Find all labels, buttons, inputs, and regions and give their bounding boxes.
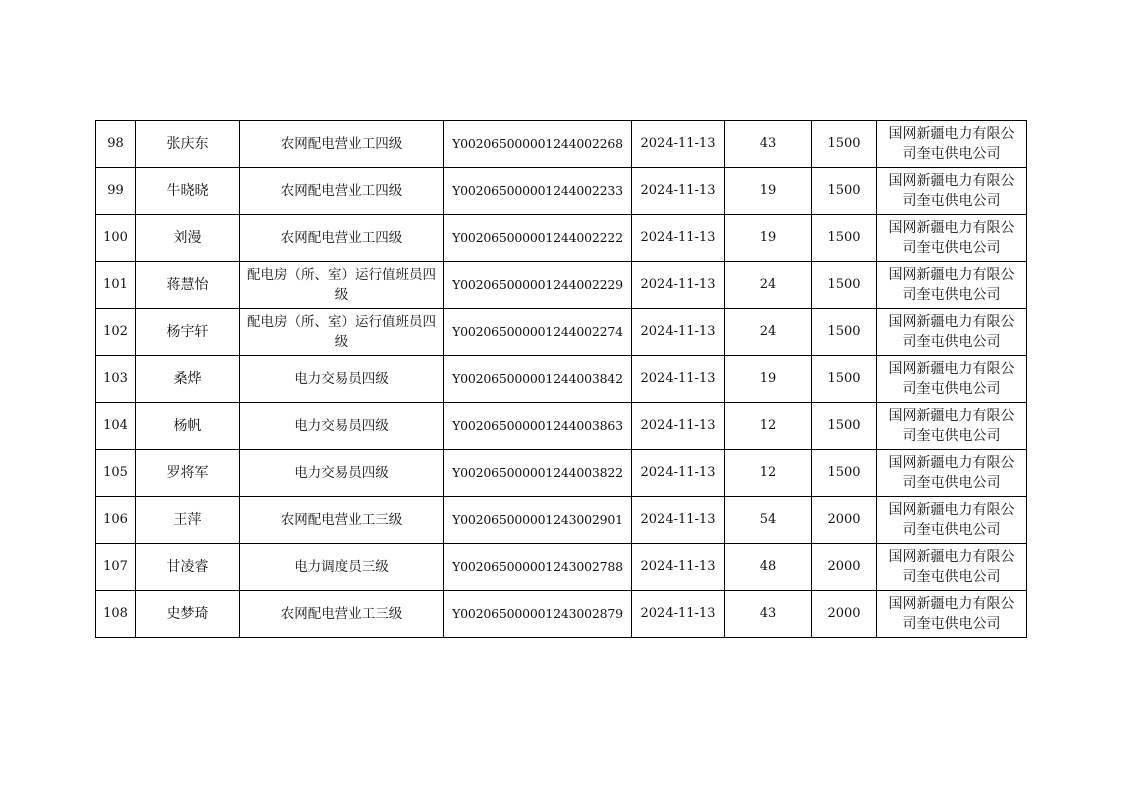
person-name-cell [136, 215, 240, 262]
employer-company-text: 国网新疆电力有限公司奎屯供电公司 [888, 173, 1015, 209]
occupation-text: 电力交易员四级 [294, 465, 389, 481]
person-name-cell [136, 309, 240, 356]
subsidy-amount-text: 1500 [827, 277, 861, 292]
age-text: 19 [759, 183, 777, 198]
issue-date-text: 2024-11-13 [640, 371, 716, 386]
row-number-cell [96, 591, 136, 638]
subsidy-amount-text: 2000 [827, 512, 861, 527]
row-number-text: 100 [103, 230, 128, 245]
row-number-text: 107 [103, 559, 128, 574]
person-name-cell [136, 497, 240, 544]
age-text: 43 [759, 136, 777, 151]
occupation-cell [240, 356, 444, 403]
age-cell [725, 309, 812, 356]
subsidy-amount-text: 1500 [827, 230, 861, 245]
occupation-cell [240, 262, 444, 309]
subsidy-amount-cell [812, 544, 877, 591]
row-number-cell [96, 497, 136, 544]
employer-company-text: 国网新疆电力有限公司奎屯供电公司 [888, 596, 1015, 632]
person-name-text: 罗将军 [166, 465, 209, 481]
age-cell [725, 591, 812, 638]
person-name-text: 杨宇轩 [166, 324, 209, 340]
person-name-text: 牛晓晓 [166, 183, 209, 199]
occupation-text: 农网配电营业工四级 [280, 183, 403, 199]
employer-company-text: 国网新疆电力有限公司奎屯供电公司 [888, 361, 1015, 397]
age-cell [725, 215, 812, 262]
row-number-text: 106 [103, 512, 128, 527]
subsidy-amount-text: 1500 [827, 418, 861, 433]
age-cell [725, 262, 812, 309]
certificate-number-text: Y002065000001244002222 [452, 230, 623, 245]
age-cell [725, 356, 812, 403]
issue-date-cell [632, 403, 725, 450]
issue-date-text: 2024-11-13 [640, 324, 716, 339]
certificate-number-cell [444, 168, 632, 215]
table-row [96, 215, 1027, 262]
certificate-number-text: Y002065000001244002229 [452, 277, 623, 292]
employer-company-text: 国网新疆电力有限公司奎屯供电公司 [888, 314, 1015, 350]
age-text: 43 [759, 606, 777, 621]
person-name-cell [136, 262, 240, 309]
row-number-text: 99 [107, 183, 124, 198]
person-name-text: 桑烨 [173, 371, 202, 387]
issue-date-cell [632, 309, 725, 356]
issue-date-text: 2024-11-13 [640, 136, 716, 151]
employer-company-text: 国网新疆电力有限公司奎屯供电公司 [888, 126, 1015, 162]
row-number-text: 108 [103, 606, 128, 621]
subsidy-amount-cell [812, 262, 877, 309]
employer-company-cell [877, 262, 1027, 309]
occupation-text: 电力交易员四级 [294, 371, 389, 387]
subsidy-amount-text: 1500 [827, 136, 861, 151]
subsidy-amount-text: 1500 [827, 465, 861, 480]
row-number-cell [96, 403, 136, 450]
row-number-text: 104 [103, 418, 128, 433]
certificate-number-text: Y002065000001244003863 [452, 418, 623, 433]
subsidy-roster-table [95, 120, 1027, 638]
employer-company-cell [877, 215, 1027, 262]
age-cell [725, 450, 812, 497]
subsidy-amount-cell [812, 309, 877, 356]
roster-body [96, 121, 1027, 638]
issue-date-cell [632, 450, 725, 497]
age-text: 19 [759, 371, 777, 386]
row-number-text: 103 [103, 371, 128, 386]
table-row [96, 262, 1027, 309]
table-row [96, 544, 1027, 591]
certificate-number-cell [444, 262, 632, 309]
person-name-cell [136, 544, 240, 591]
employer-company-cell [877, 591, 1027, 638]
occupation-text: 农网配电营业工四级 [280, 230, 403, 246]
person-name-text: 张庆东 [166, 136, 209, 152]
subsidy-amount-text: 1500 [827, 371, 861, 386]
employer-company-text: 国网新疆电力有限公司奎屯供电公司 [888, 220, 1015, 256]
row-number-text: 102 [103, 324, 128, 339]
certificate-number-cell [444, 450, 632, 497]
person-name-cell [136, 168, 240, 215]
certificate-number-cell [444, 591, 632, 638]
certificate-number-cell [444, 544, 632, 591]
employer-company-cell [877, 356, 1027, 403]
employer-company-cell [877, 309, 1027, 356]
certificate-number-text: Y002065000001244002274 [452, 324, 623, 339]
subsidy-amount-cell [812, 591, 877, 638]
certificate-number-cell [444, 497, 632, 544]
age-text: 24 [759, 277, 777, 292]
certificate-number-text: Y002065000001243002879 [452, 606, 623, 621]
person-name-text: 刘漫 [173, 230, 202, 246]
person-name-text: 王萍 [173, 512, 202, 528]
table-row [96, 450, 1027, 497]
row-number-text: 105 [103, 465, 128, 480]
row-number-text: 101 [103, 277, 128, 292]
issue-date-cell [632, 168, 725, 215]
occupation-cell [240, 591, 444, 638]
table-row [96, 497, 1027, 544]
employer-company-cell [877, 403, 1027, 450]
employer-company-text: 国网新疆电力有限公司奎屯供电公司 [888, 267, 1015, 303]
person-name-cell [136, 450, 240, 497]
certificate-number-text: Y002065000001244002268 [452, 136, 623, 151]
employer-company-cell [877, 121, 1027, 168]
age-cell [725, 121, 812, 168]
occupation-cell [240, 544, 444, 591]
issue-date-cell [632, 544, 725, 591]
age-cell [725, 544, 812, 591]
row-number-cell [96, 450, 136, 497]
occupation-text: 配电房（所、室）运行值班员四级 [247, 267, 436, 303]
issue-date-text: 2024-11-13 [640, 559, 716, 574]
person-name-text: 蒋慧怡 [166, 277, 209, 293]
person-name-text: 杨帆 [173, 418, 202, 434]
subsidy-amount-text: 1500 [827, 183, 861, 198]
occupation-cell [240, 168, 444, 215]
age-text: 12 [759, 465, 777, 480]
certificate-number-text: Y002065000001243002901 [452, 512, 623, 527]
subsidy-amount-cell [812, 403, 877, 450]
row-number-text: 98 [107, 136, 124, 151]
row-number-cell [96, 215, 136, 262]
certificate-number-text: Y002065000001244003842 [452, 371, 623, 386]
table-row [96, 168, 1027, 215]
issue-date-cell [632, 356, 725, 403]
row-number-cell [96, 121, 136, 168]
issue-date-cell [632, 215, 725, 262]
row-number-cell [96, 356, 136, 403]
issue-date-text: 2024-11-13 [640, 277, 716, 292]
occupation-cell [240, 497, 444, 544]
occupation-text: 农网配电营业工三级 [280, 512, 403, 528]
issue-date-cell [632, 497, 725, 544]
employer-company-text: 国网新疆电力有限公司奎屯供电公司 [888, 408, 1015, 444]
person-name-cell [136, 591, 240, 638]
person-name-cell [136, 356, 240, 403]
occupation-text: 电力调度员三级 [294, 559, 389, 575]
certificate-number-cell [444, 356, 632, 403]
occupation-cell [240, 215, 444, 262]
table-row [96, 121, 1027, 168]
occupation-text: 农网配电营业工四级 [280, 136, 403, 152]
issue-date-text: 2024-11-13 [640, 418, 716, 433]
subsidy-amount-cell [812, 356, 877, 403]
person-name-cell [136, 121, 240, 168]
subsidy-amount-cell [812, 450, 877, 497]
subsidy-amount-cell [812, 121, 877, 168]
subsidy-amount-cell [812, 168, 877, 215]
certificate-number-cell [444, 403, 632, 450]
row-number-cell [96, 544, 136, 591]
occupation-cell [240, 309, 444, 356]
employer-company-cell [877, 168, 1027, 215]
occupation-text: 电力交易员四级 [294, 418, 389, 434]
employer-company-text: 国网新疆电力有限公司奎屯供电公司 [888, 455, 1015, 491]
row-number-cell [96, 168, 136, 215]
subsidy-amount-text: 1500 [827, 324, 861, 339]
certificate-number-text: Y002065000001244003822 [452, 465, 623, 480]
certificate-number-cell [444, 309, 632, 356]
employer-company-text: 国网新疆电力有限公司奎屯供电公司 [888, 502, 1015, 538]
person-name-text: 甘凌睿 [166, 559, 209, 575]
certificate-number-cell [444, 121, 632, 168]
person-name-text: 史梦琦 [166, 606, 209, 622]
issue-date-cell [632, 121, 725, 168]
age-text: 48 [759, 559, 777, 574]
subsidy-amount-text: 2000 [827, 559, 861, 574]
age-text: 19 [759, 230, 777, 245]
issue-date-text: 2024-11-13 [640, 230, 716, 245]
certificate-number-text: Y002065000001244002233 [452, 183, 623, 198]
occupation-text: 配电房（所、室）运行值班员四级 [247, 314, 436, 350]
issue-date-text: 2024-11-13 [640, 183, 716, 198]
subsidy-amount-cell [812, 497, 877, 544]
issue-date-cell [632, 591, 725, 638]
row-number-cell [96, 309, 136, 356]
row-number-cell [96, 262, 136, 309]
subsidy-amount-cell [812, 215, 877, 262]
employer-company-cell [877, 497, 1027, 544]
issue-date-cell [632, 262, 725, 309]
table-row [96, 309, 1027, 356]
age-cell [725, 403, 812, 450]
issue-date-text: 2024-11-13 [640, 465, 716, 480]
subsidy-amount-text: 2000 [827, 606, 861, 621]
certificate-number-text: Y002065000001243002788 [452, 559, 623, 574]
age-text: 24 [759, 324, 777, 339]
issue-date-text: 2024-11-13 [640, 512, 716, 527]
age-text: 12 [759, 418, 777, 433]
age-cell [725, 168, 812, 215]
table-row [96, 403, 1027, 450]
issue-date-text: 2024-11-13 [640, 606, 716, 621]
employer-company-text: 国网新疆电力有限公司奎屯供电公司 [888, 549, 1015, 585]
employer-company-cell [877, 544, 1027, 591]
occupation-cell [240, 403, 444, 450]
table-row [96, 356, 1027, 403]
employer-company-cell [877, 450, 1027, 497]
person-name-cell [136, 403, 240, 450]
occupation-cell [240, 121, 444, 168]
occupation-cell [240, 450, 444, 497]
certificate-number-cell [444, 215, 632, 262]
age-cell [725, 497, 812, 544]
table-row [96, 591, 1027, 638]
age-text: 54 [759, 512, 777, 527]
occupation-text: 农网配电营业工三级 [280, 606, 403, 622]
